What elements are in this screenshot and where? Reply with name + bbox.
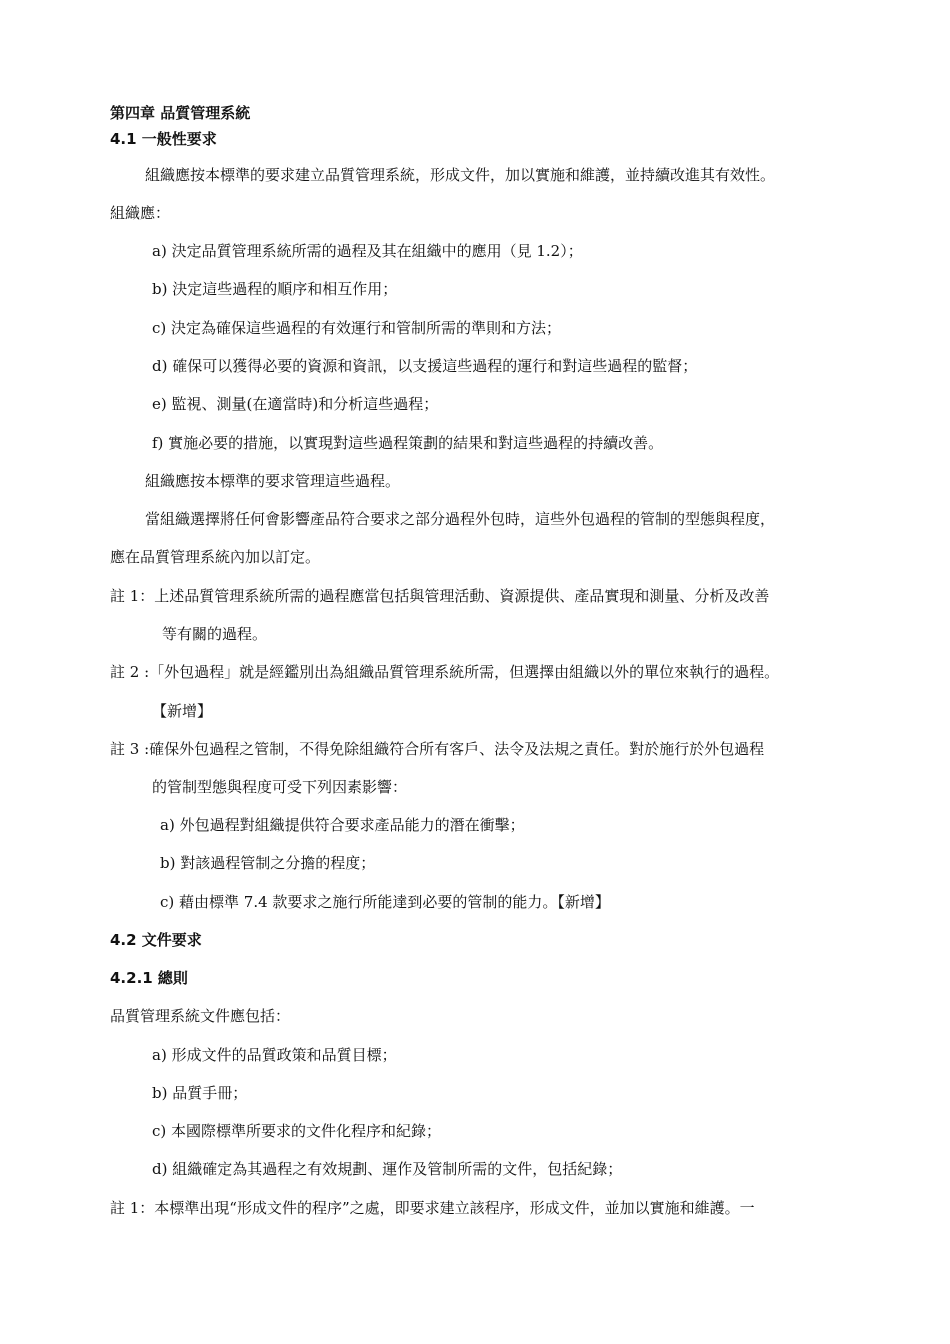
list-item: c) 藉由標準 7.4 款要求之施行所能達到必要的管制的能力。【新增】	[160, 893, 610, 911]
paragraph: 組織應按本標準的要求建立品質管理系統，形成文件，加以實施和維護，並持續改進其有效性。	[145, 166, 776, 184]
list-item: c) 決定為確保這些過程的有效運行和管制所需的準則和方法；	[152, 319, 562, 337]
paragraph: 當組織選擇將任何會影響產品符合要求之部分過程外包時，這些外包過程的管制的型態與程度，	[145, 510, 776, 528]
list-item: f) 實施必要的措施，以實現對這些過程策劃的結果和對這些過程的持續改善。	[152, 434, 664, 452]
new-tag: 【新增】	[152, 702, 213, 720]
paragraph: 組織應：	[110, 204, 171, 222]
note: 註 3 :確保外包過程之管制，不得免除組織符合所有客戶、法令及法規之責任。對於施行於外包過程	[110, 740, 765, 758]
list-item: b) 決定這些過程的順序和相互作用；	[152, 280, 398, 298]
section-4-2-heading: 4.2 文件要求	[110, 931, 202, 949]
paragraph: 組織應按本標準的要求管理這些過程。	[145, 472, 401, 490]
note-continuation: 等有關的過程。	[162, 625, 268, 643]
section-4-1-heading: 4.1 一般性要求	[110, 130, 217, 148]
list-item: a) 形成文件的品質政策和品質目標；	[152, 1046, 397, 1064]
list-item: a) 決定品質管理系統所需的過程及其在組織中的應用（見 1.2）；	[152, 242, 583, 260]
note: 註 2 :「外包過程」就是經鑑別出為組織品質管理系統所需，但選擇由組織以外的單位來執行的過程。	[110, 663, 780, 681]
list-item: c) 本國際標準所要求的文件化程序和紀錄；	[152, 1122, 442, 1140]
note-continuation: 的管制型態與程度可受下列因素影響：	[152, 778, 408, 796]
list-item: d) 組織確定為其過程之有效規劃、運作及管制所需的文件，包括紀錄；	[152, 1160, 623, 1178]
note: 註 1：上述品質管理系統所需的過程應當包括與管理活動、資源提供、產品實現和測量、分析及改善	[110, 587, 770, 605]
paragraph: 品質管理系統文件應包括：	[110, 1007, 291, 1025]
list-item: b) 對該過程管制之分擔的程度；	[160, 854, 376, 872]
chapter-title: 第四章 品質管理系統	[110, 104, 251, 122]
list-item: e) 監視、測量(在適當時)和分析這些過程；	[152, 395, 439, 413]
list-item: a) 外包過程對組織提供符合要求產品能力的潛在衝擊；	[160, 816, 525, 834]
note: 註 1：本標準出現“形成文件的程序”之處，即要求建立該程序，形成文件，並加以實施和維護。一	[110, 1199, 755, 1217]
paragraph-continuation: 應在品質管理系統內加以訂定。	[110, 548, 321, 566]
list-item: d) 確保可以獲得必要的資源和資訊，以支援這些過程的運行和對這些過程的監督；	[152, 357, 698, 375]
list-item: b) 品質手冊；	[152, 1084, 248, 1102]
section-4-2-1-heading: 4.2.1 總則	[110, 969, 188, 987]
